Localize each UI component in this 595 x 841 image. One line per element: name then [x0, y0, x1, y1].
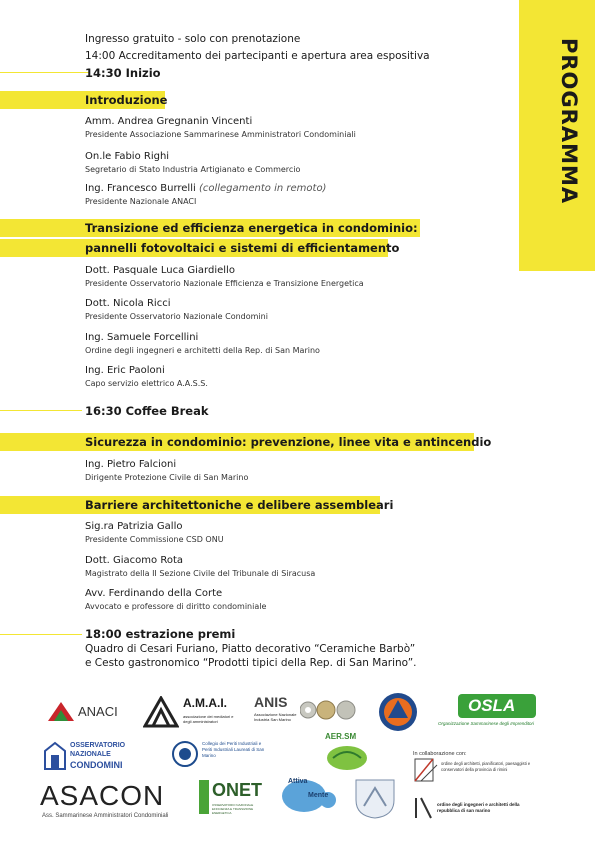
speaker-name: Ing. Samuele Forcellini: [85, 332, 199, 343]
section-title-barriers: Barriere architettoniche e delibere assembleari: [85, 498, 394, 512]
speaker-name: Dott. Giacomo Rota: [85, 555, 183, 566]
speaker-name: Sig.ra Patrizia Gallo: [85, 521, 183, 532]
section-title-safety: Sicurezza in condominio: prevenzione, linee vita e antincendio: [85, 435, 492, 449]
onet-logo: ONET OSSERVATORIO NAZIONALE EFFICIENZA E TRANSIZIONE ENERGETICA: [199, 778, 269, 822]
speaker-role: Presidente Nazionale ANACI: [85, 197, 197, 206]
prize-line-2: e Cesto gastronomico “Prodotti tipici della Rep. di San Marino”.: [85, 657, 417, 669]
speaker-name: Amm. Andrea Gregnanin Vincenti: [85, 116, 253, 127]
speaker-role: Presidente Associazione Sammarinese Amministratori Condominiali: [85, 130, 356, 139]
speaker-name: Ing. Pietro Falcioni: [85, 459, 177, 470]
speaker-role: Presidente Osservatorio Nazionale Efficienza e Transizione Energetica: [85, 279, 364, 288]
speaker-name: Dott. Nicola Ricci: [85, 298, 171, 309]
accreditation-info: 14:00 Accreditamento dei partecipanti e apertura area espositiva: [85, 50, 430, 62]
ordine-ingegneri-logo: ordine degli ingegneri e architetti della repubblica di san marino: [413, 796, 543, 822]
speaker-role: Presidente Osservatorio Nazionale Condomini: [85, 312, 268, 321]
divider: [0, 410, 82, 411]
speaker-name: Avv. Ferdinando della Corte: [85, 588, 223, 599]
entry-info: Ingresso gratuito - solo con prenotazione: [85, 33, 301, 45]
section-title-transition-2: pannelli fotovoltaici e sistemi di efficientamento: [85, 241, 400, 255]
speaker-role: Avvocato e professore di diritto condominiale: [85, 602, 267, 611]
prize-title: 18:00 estrazione premi: [85, 627, 236, 641]
civil-protection-logo: [377, 691, 419, 733]
section-title-intro: Introduzione: [85, 93, 168, 107]
speaker-role: Presidente Commissione CSD ONU: [85, 535, 224, 544]
speaker-role: Dirigente Protezione Civile di San Marino: [85, 473, 249, 482]
aersm-logo: AER.SM: [323, 732, 373, 774]
prize-line-1: Quadro di Cesari Furiano, Piatto decorativo “Ceramiche Barbò”: [85, 643, 416, 655]
speaker-name: Ing. Francesco Burrelli (collegamento in remoto): [85, 183, 327, 194]
amai-logo: A.M.A.I. associazione dei mediatori e degli amministratori: [143, 694, 243, 730]
speaker-role: Ordine degli ingegneri e architetti della Rep. di San Marino: [85, 346, 320, 355]
speaker-role: Capo servizio elettrico A.A.S.S.: [85, 379, 208, 388]
divider: [0, 72, 90, 73]
section-title-transition-1: Transizione ed efficienza energetica in condominio:: [85, 221, 418, 235]
start-time: 14:30 Inizio: [85, 66, 161, 80]
divider: [0, 634, 82, 635]
speaker-role: Segretario di Stato Industria Artigianato e Commercio: [85, 165, 301, 174]
coffee-break: 16:30 Coffee Break: [85, 404, 209, 418]
speaker-note: (collegamento in remoto): [198, 183, 327, 194]
speaker-name: Ing. Eric Paoloni: [85, 365, 165, 376]
osservatorio-condomini-logo: OSSERVATORIO NAZIONALE CONDOMINI: [43, 739, 133, 773]
speaker-role: Magistrato della II Sezione Civile del Tribunale di Siracusa: [85, 569, 316, 578]
speaker-name: On.le Fabio Righi: [85, 151, 170, 162]
anis-logo: ANIS Associazione Nazionale Industria San Marino: [254, 694, 360, 730]
collegio-periti-logo: Collegio dei Periti Industriali e Periti Industriali Laureati di San Marino: [172, 739, 272, 769]
anaci-logo: ANACI: [46, 698, 126, 726]
collaboration-label: In collaborazione con:: [413, 751, 467, 757]
programma-label: PROGRAMMA: [557, 38, 581, 205]
crest-logo: [352, 776, 398, 820]
attiva-mente-logo: Attiva Mente: [278, 774, 342, 818]
ordine-architetti-logo: ordine degli architetti, pianificatori, paesaggisti e conservatori della provincia di rimini: [413, 755, 543, 787]
speaker-name: Dott. Pasquale Luca Giardiello: [85, 265, 235, 276]
osla-logo: OSLA Organizzazione Sammarinese degli Imprenditori: [438, 696, 535, 726]
asacon-logo: ASACON Ass. Sammarinese Amministratori Condominiali: [40, 780, 169, 819]
